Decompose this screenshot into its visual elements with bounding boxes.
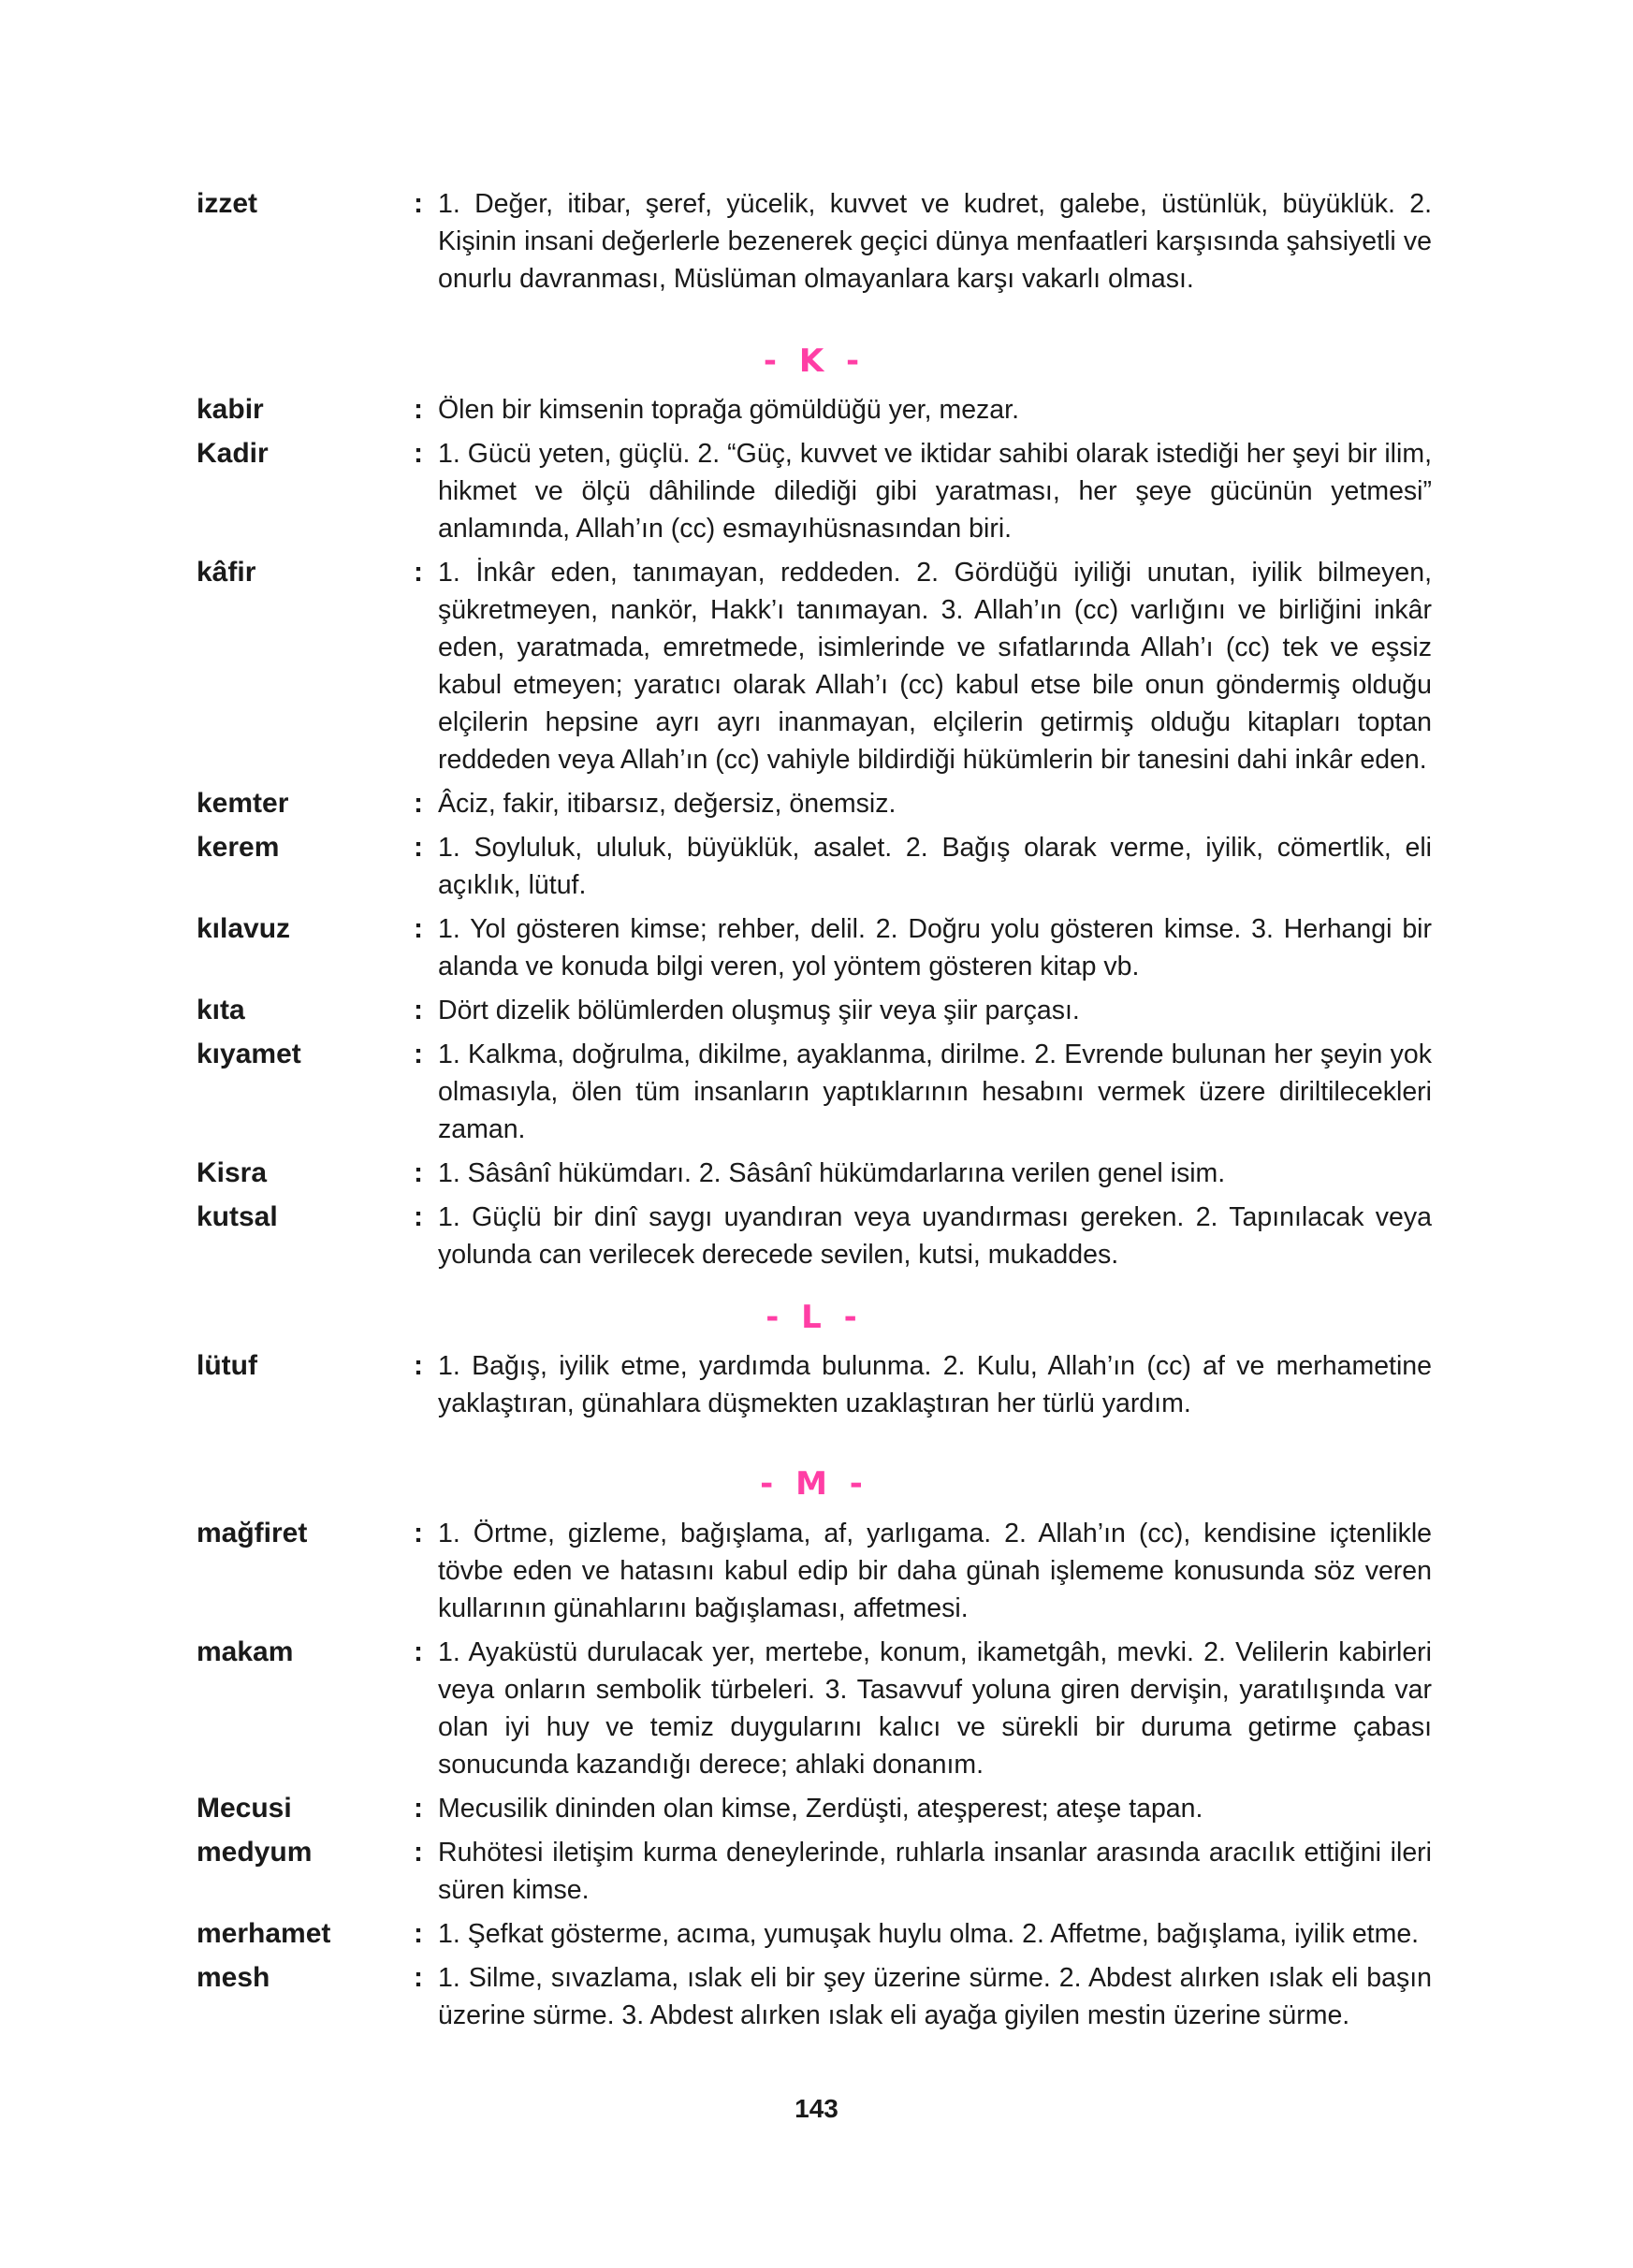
entry-kerem xyxy=(197,829,1432,904)
entry-colon: : xyxy=(414,995,423,1025)
entry-definition: 1. İnkâr eden, tanımayan, reddeden. 2. Gördüğü iyiliği unutan, iyilik bilmeyen, şükretmeyen, nankör, Hakk’ı tanımayan. 3. Allah’ın (cc) varlığını ve birliğini inkâr eden, yaratmada, emretmede, isimlerinde ve sıfatlarında Allah’ı (cc) tek ve eşsiz kabul etmeyen; yaratıcı olarak Allah’ı (cc) kabul etse bile onun göndermiş olduğu elçilerin hepsine ayrı ayrı inanmayan, elçilerin getirmiş olduğu kitapları toptan reddeden veya Allah’ın (cc) vahiyle bildirdiği hükümlerin bir tanesini dahi inkâr eden. xyxy=(438,558,1432,775)
entry-definition: 1. Güçlü bir dinî saygı uyandıran veya uyandırması gereken. 2. Tapınılacak veya yolunda can verilecek derecede sevilen, kutsi, mukaddes. xyxy=(438,1202,1432,1270)
section-i xyxy=(197,185,1432,304)
letter-heading-k: - K - xyxy=(763,342,866,380)
entry-term: lütuf xyxy=(197,1350,257,1381)
entry-term: medyum xyxy=(197,1837,313,1868)
entry-makam xyxy=(197,1634,1432,1783)
entry-term: kıyamet xyxy=(197,1039,301,1069)
entry-definition: 1. Örtme, gizleme, bağışlama, af, yarlıgama. 2. Allah’ın (cc), kendisine içtenlikle tövbe eden ve hatasını kabul edip bir daha günah işlememe konusunda söz veren kullarının günahlarını bağışlaması, affetmesi. xyxy=(438,1519,1432,1623)
entry-kadir xyxy=(197,435,1432,547)
entry-definition: 1. Gücü yeten, güçlü. 2. “Güç, kuvvet ve iktidar sahibi olarak istediği her şeyi bir ilim, hikmet ve ölçü dâhilinde dilediği gibi yaratması, her şeye gücünün yetmesi” anlamında, Allah’ın (cc) esmayıhüsnasından biri. xyxy=(438,439,1432,544)
entry-kiyamet xyxy=(197,1036,1432,1148)
entry-term: izzet xyxy=(197,188,258,219)
entry-definition: Dört dizelik bölümlerden oluşmuş şiir veya şiir parçası. xyxy=(438,996,1080,1025)
entry-colon: : xyxy=(414,394,423,425)
entry-colon: : xyxy=(414,1636,423,1667)
entry-mecusi xyxy=(197,1790,1432,1827)
entry-definition: Ruhötesi iletişim kurma deneylerinde, ruhlarla insanlar arasında aracılık ettiğini ileri süren kimse. xyxy=(438,1838,1432,1905)
entry-definition: Âciz, fakir, itibarsız, değersiz, önemsiz. xyxy=(438,789,897,819)
entry-definition: 1. Sâsânî hükümdarı. 2. Sâsânî hükümdarlarına verilen genel isim. xyxy=(438,1158,1226,1188)
entry-definition: 1. Kalkma, doğrulma, dikilme, ayaklanma, dirilme. 2. Evrende bulunan her şeyin yok olmasıyla, ölen tüm insanların yaptıklarının hesabını vermek üzere diriltilecekleri zaman. xyxy=(438,1040,1432,1144)
entry-colon: : xyxy=(414,1039,423,1069)
entry-definition: 1. Yol gösteren kimse; rehber, delil. 2. Doğru yolu gösteren kimse. 3. Herhangi bir alanda ve konuda bilgi veren, yol yöntem gösteren kitap vb. xyxy=(438,914,1432,981)
letter-heading-l: - L - xyxy=(765,1299,863,1336)
entry-kutsal xyxy=(197,1199,1432,1273)
entry-definition: 1. Bağış, iyilik etme, yardımda bulunma. 2. Kulu, Allah’ın (cc) af ve merhametine yaklaştıran, günahlara düşmekten uzaklaştıran her türlü yardım. xyxy=(438,1351,1432,1418)
entry-izzet xyxy=(197,185,1432,298)
entry-kemter xyxy=(197,785,1432,822)
entry-lutuf xyxy=(197,1347,1432,1422)
entry-colon: : xyxy=(414,1793,423,1824)
entry-term: Kisra xyxy=(197,1157,268,1188)
entry-colon: : xyxy=(414,832,423,863)
entry-term: mağfiret xyxy=(197,1518,308,1548)
entry-colon: : xyxy=(414,1201,423,1232)
entry-term: merhamet xyxy=(197,1918,331,1949)
section-k xyxy=(197,391,1432,1280)
entry-mesh xyxy=(197,1959,1432,2034)
entry-kisra xyxy=(197,1155,1432,1192)
entry-term: Kadir xyxy=(197,438,269,469)
entry-colon: : xyxy=(414,1157,423,1188)
entry-colon: : xyxy=(414,1962,423,1993)
entry-definition: Ölen bir kimsenin toprağa gömüldüğü yer, mezar. xyxy=(438,395,1019,425)
entry-colon: : xyxy=(414,1518,423,1548)
letter-heading-m: - M - xyxy=(760,1465,868,1503)
entry-term: kılavuz xyxy=(197,913,291,944)
entry-term: kerem xyxy=(197,832,280,863)
entry-definition: 1. Ayaküstü durulacak yer, mertebe, konum, ikametgâh, mevki. 2. Velilerin kabirleri veya onların sembolik türbeleri. 3. Tasavvuf yoluna giren dervişin, yaratılışında var olan iyi huy ve temiz duygularını kalıcı ve sürekli bir duruma getirme çabası sonucunda kazandığı derece; ahlaki donanım. xyxy=(438,1637,1432,1780)
entry-colon: : xyxy=(414,1350,423,1381)
entry-colon: : xyxy=(414,557,423,588)
entry-kita xyxy=(197,992,1432,1029)
entry-term: kemter xyxy=(197,788,289,819)
entry-term: Mecusi xyxy=(197,1793,292,1824)
section-l xyxy=(197,1347,1432,1429)
entry-kilavuz xyxy=(197,910,1432,985)
entry-medyum xyxy=(197,1834,1432,1909)
entry-term: kıta xyxy=(197,995,245,1025)
entry-colon: : xyxy=(414,1837,423,1868)
entry-term: makam xyxy=(197,1636,294,1667)
entry-definition: 1. Soyluluk, ululuk, büyüklük, asalet. 2. Bağış olarak verme, iyilik, cömertlik, eli açıklık, lütuf. xyxy=(438,833,1432,900)
entry-definition: 1. Şefkat gösterme, acıma, yumuşak huylu olma. 2. Affetme, bağışlama, iyilik etme. xyxy=(438,1919,1420,1949)
entry-definition: 1. Silme, sıvazlama, ıslak eli bir şey üzerine sürme. 2. Abdest alırken ıslak eli başın üzerine sürme. 3. Abdest alırken ıslak eli ayağa giyilen mestin üzerine sürme. xyxy=(438,1963,1432,2030)
section-m xyxy=(197,1515,1432,2041)
entry-magfiret xyxy=(197,1515,1432,1627)
entry-colon: : xyxy=(414,438,423,469)
entry-colon: : xyxy=(414,788,423,819)
entry-definition: Mecusilik dininden olan kimse, Zerdüşti, ateşperest; ateşe tapan. xyxy=(438,1794,1203,1824)
entry-colon: : xyxy=(414,188,423,219)
entry-colon: : xyxy=(414,1918,423,1949)
page-number: 143 xyxy=(795,2094,838,2123)
entry-term: mesh xyxy=(197,1962,270,1993)
entry-kabir xyxy=(197,391,1432,429)
entry-colon: : xyxy=(414,913,423,944)
entry-definition: 1. Değer, itibar, şeref, yücelik, kuvvet ve kudret, galebe, üstünlük, büyüklük. 2. Kişinin insani değerlerle bezenerek geçici dünya menfaatleri karşısında şahsiyetli ve onurlu davranması, Müslüman olmayanlara karşı vakarlı olması. xyxy=(438,189,1432,294)
entry-merhamet xyxy=(197,1915,1432,1953)
entry-term: kâfir xyxy=(197,557,256,588)
entry-term: kutsal xyxy=(197,1201,278,1232)
entry-term: kabir xyxy=(197,394,264,425)
entry-kafir xyxy=(197,554,1432,778)
